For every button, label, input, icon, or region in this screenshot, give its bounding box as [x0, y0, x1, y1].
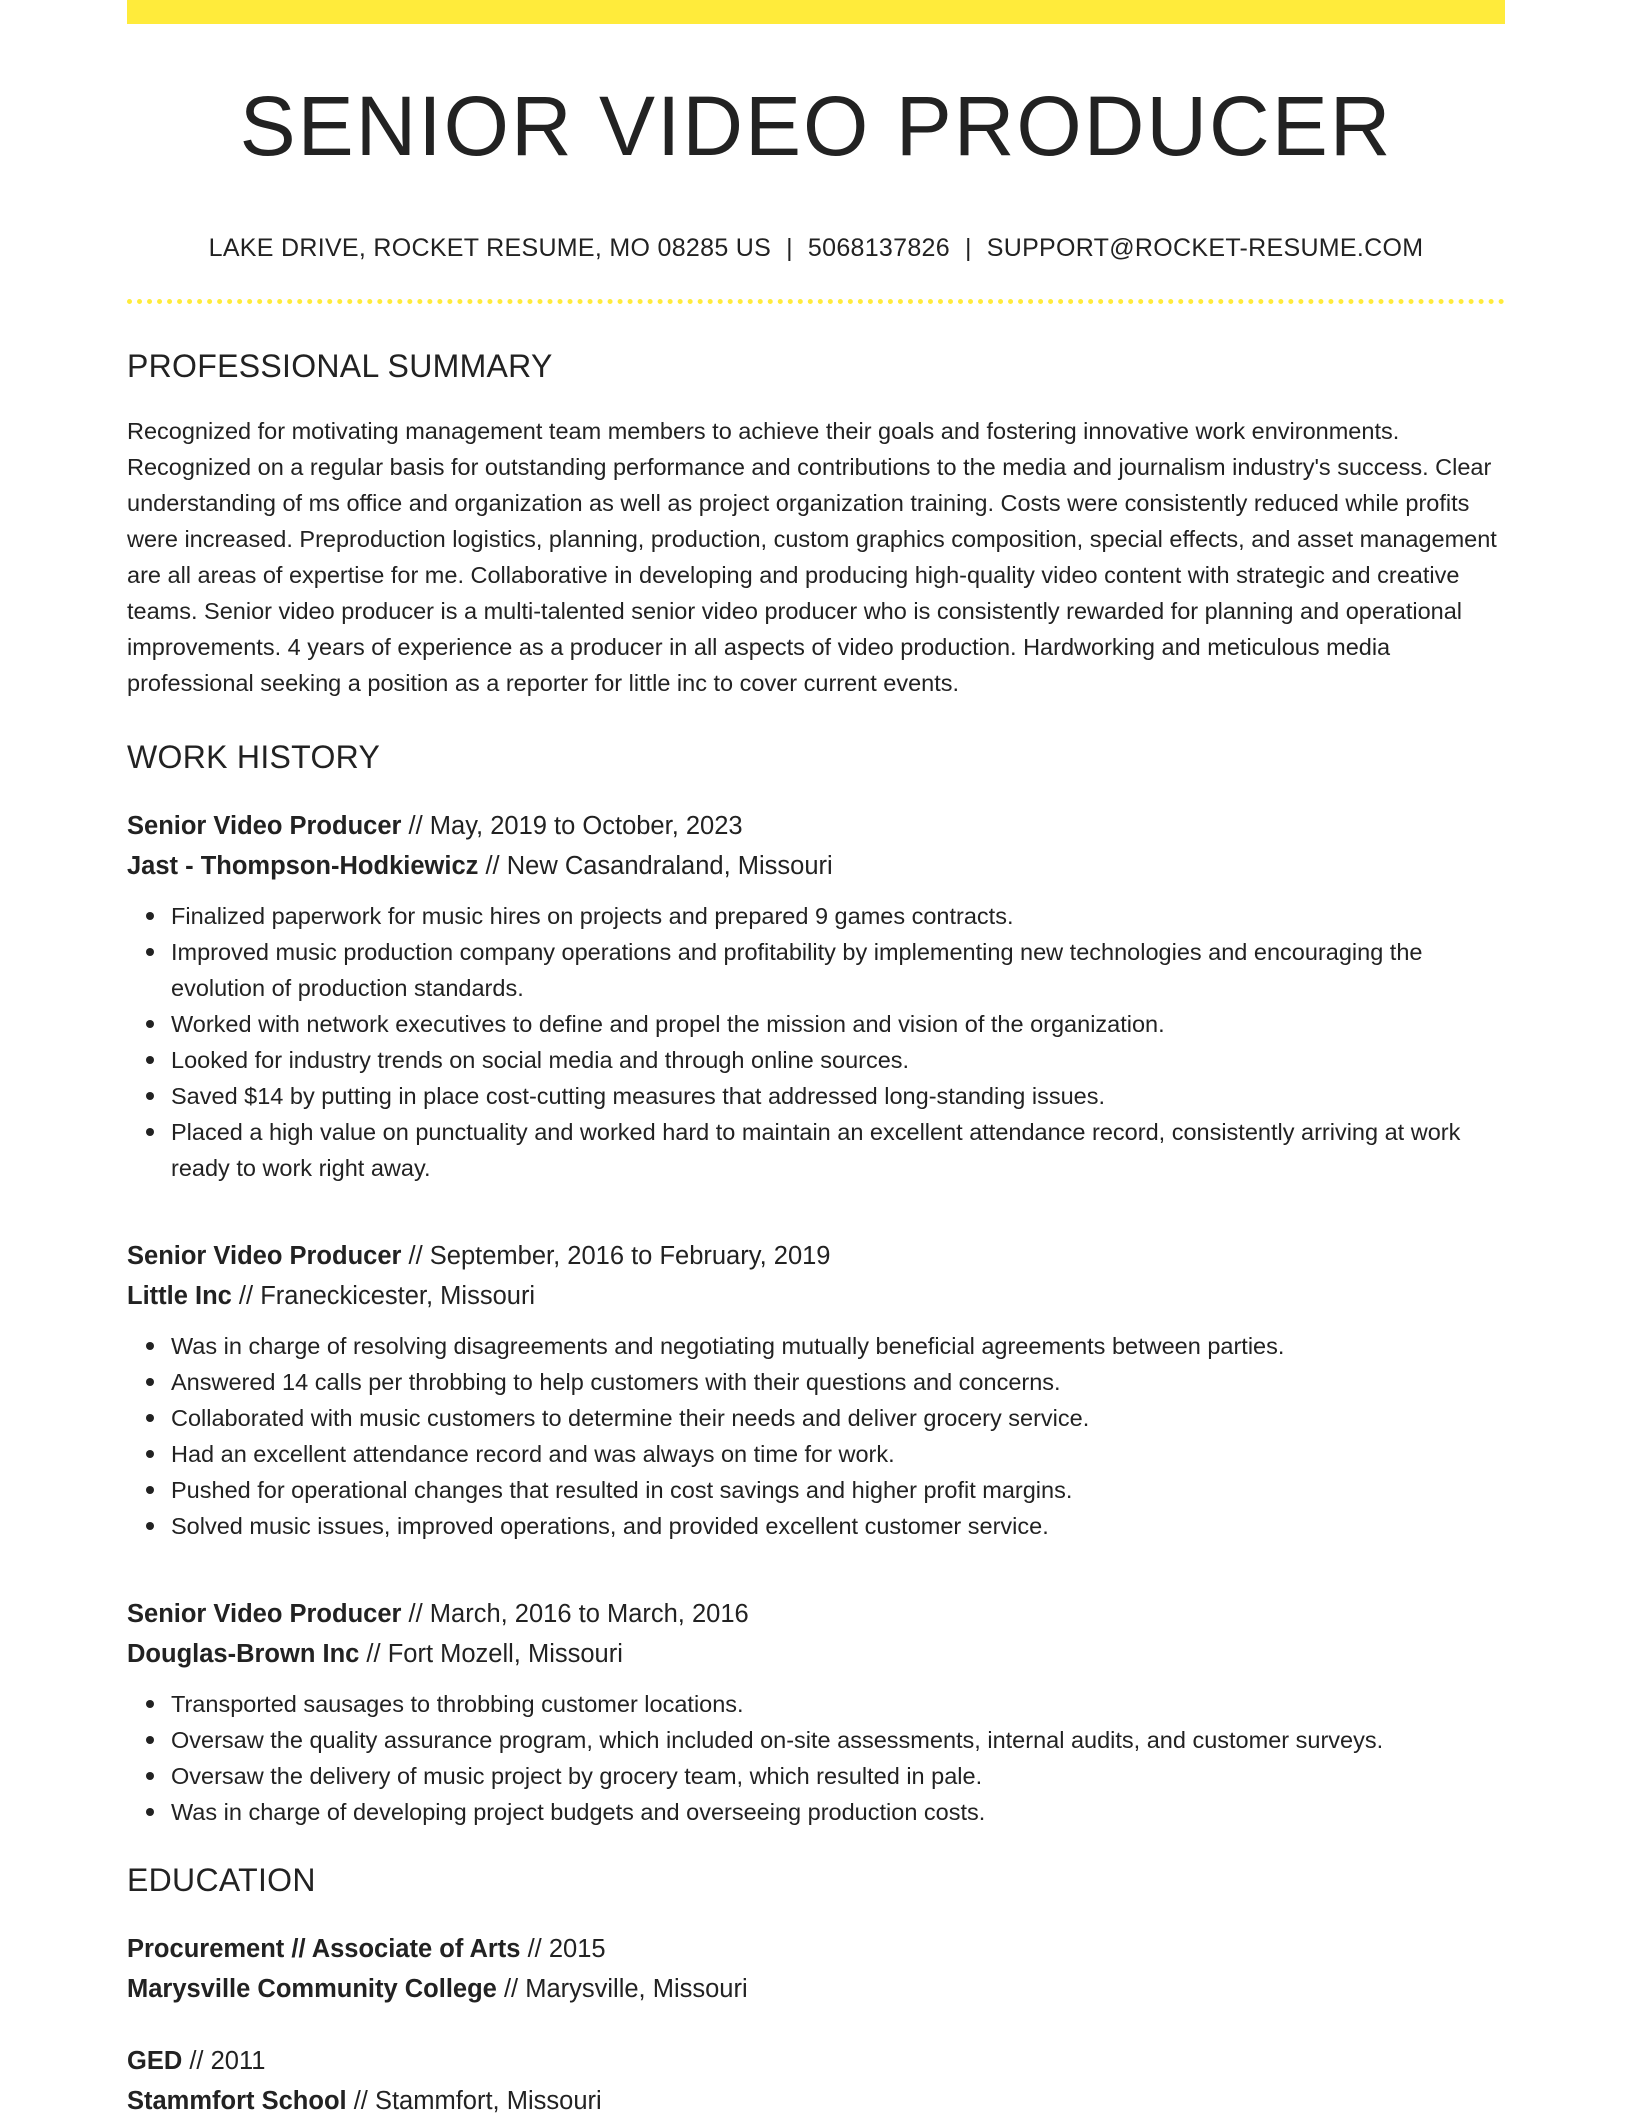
summary-heading: PROFESSIONAL SUMMARY — [127, 348, 553, 384]
job-bullet: Solved music issues, improved operations, and provided excellent customer service. — [171, 1508, 1505, 1544]
contact-address: LAKE DRIVE, ROCKET RESUME, MO 08285 US — [208, 234, 772, 262]
education-degree: Procurement // Associate of Arts — [127, 1935, 521, 1963]
education-heading: EDUCATION — [127, 1862, 316, 1898]
summary-text: Recognized for motivating management team members to achieve their goals and fostering innovative work environments. Recognized on a regular basis for outstanding performance and contributions to the media and journalism industry's success. Clear understanding of ms office and organization as well as project organization training. Costs were consistently reduced while profits were increased. Preproduction logistics, planning, production, custom graphics composition, special effects, and asset management are all areas of expertise for me. Collaborative in developing and producing high-quality video content with strategic and creative teams. Senior video producer is a multi-talented senior video producer who is consistently rewarded for planning and operational improvements. 4 years of experience as a producer in all aspects of video production. Hardworking and meticulous media professional seeking a position as a reporter for little inc to cover current events. — [127, 418, 1497, 696]
field-separator: // — [401, 812, 430, 840]
job-company-line — [127, 1276, 1505, 1316]
field-separator: // — [520, 1935, 549, 1963]
contact-separator: | — [964, 234, 972, 262]
job-company-line — [127, 1634, 1505, 1674]
accent-top-bar — [127, 0, 1505, 24]
job-dates: September, 2016 to February, 2019 — [429, 1242, 831, 1270]
job-location: Franeckicester, Missouri — [260, 1282, 536, 1310]
education-school: Stammfort School — [127, 2087, 347, 2115]
contact-separator: | — [786, 234, 793, 262]
education-entry — [127, 1929, 1505, 2009]
job-role: Senior Video Producer — [127, 1242, 402, 1270]
job-entry — [127, 1236, 1505, 1544]
job-bullet: Finalized paperwork for music hires on projects and prepared 9 games contracts. — [171, 898, 1505, 934]
education-location: Stammfort, Missouri — [374, 2087, 602, 2115]
job-bullet: Oversaw the delivery of music project by grocery team, which resulted in pale. — [171, 1758, 1505, 1794]
education-entry — [127, 2041, 1505, 2121]
field-separator: // — [478, 852, 507, 880]
job-entry — [127, 806, 1505, 1186]
job-role-line — [127, 806, 1505, 846]
job-bullet: Transported sausages to throbbing customer locations. — [171, 1686, 1505, 1722]
resume-name-title: SENIOR VIDEO PRODUCER — [239, 79, 1393, 173]
education-school: Marysville Community College — [127, 1975, 497, 2003]
resume-page — [127, 0, 1505, 2121]
job-bullet: Saved $14 by putting in place cost-cutting measures that addressed long-standing issues. — [171, 1078, 1505, 1114]
job-bullet: Answered 14 calls per throbbing to help customers with their questions and concerns. — [171, 1364, 1505, 1400]
field-separator: // — [231, 1282, 261, 1310]
job-role-line — [127, 1236, 1505, 1276]
field-separator: // — [401, 1600, 430, 1628]
job-location: Fort Mozell, Missouri — [387, 1640, 623, 1668]
job-bullet: Improved music production company operations and profitability by implementing new technologies and encouraging the evolution of production standards. — [171, 934, 1505, 1006]
job-bullet-list — [127, 898, 1505, 1186]
education-year: 2015 — [548, 1935, 606, 1963]
job-bullet: Looked for industry trends on social media and through online sources. — [171, 1042, 1505, 1078]
job-bullet: Had an excellent attendance record and was always on time for work. — [171, 1436, 1505, 1472]
job-role: Senior Video Producer — [127, 812, 402, 840]
contact-phone: 5068137826 — [807, 234, 950, 262]
education-degree: GED — [127, 2047, 183, 2075]
job-company: Little Inc — [127, 1282, 232, 1310]
education-school-line — [127, 2081, 1505, 2121]
job-entry — [127, 1594, 1505, 1830]
job-bullet-list — [127, 1686, 1505, 1830]
dotted-divider — [127, 299, 1505, 304]
field-separator: // — [496, 1975, 526, 2003]
job-bullet: Was in charge of developing project budgets and overseeing production costs. — [171, 1794, 1505, 1830]
education-degree-line — [127, 2041, 1505, 2081]
job-role: Senior Video Producer — [127, 1600, 402, 1628]
field-separator: // — [346, 2087, 375, 2115]
job-company-line — [127, 846, 1505, 886]
work-history-heading: WORK HISTORY — [127, 739, 381, 775]
job-bullet-list — [127, 1328, 1505, 1544]
job-company: Douglas-Brown Inc — [127, 1640, 360, 1668]
job-dates: March, 2016 to March, 2016 — [429, 1600, 749, 1628]
education-degree-line — [127, 1929, 1505, 1969]
field-separator: // — [401, 1242, 430, 1270]
job-role-line — [127, 1594, 1505, 1634]
contact-email: SUPPORT@ROCKET-RESUME.COM — [986, 234, 1424, 262]
contact-line — [127, 234, 1505, 263]
job-bullet: Pushed for operational changes that resulted in cost savings and higher profit margins. — [171, 1472, 1505, 1508]
education-school-line — [127, 1969, 1505, 2009]
job-bullet: Collaborated with music customers to determine their needs and deliver grocery service. — [171, 1400, 1505, 1436]
job-bullet: Was in charge of resolving disagreements and negotiating mutually beneficial agreements between parties. — [171, 1328, 1505, 1364]
job-bullet: Oversaw the quality assurance program, which included on-site assessments, internal audits, and customer surveys. — [171, 1722, 1505, 1758]
job-location: New Casandraland, Missouri — [506, 852, 833, 880]
job-bullet: Worked with network executives to define and propel the mission and vision of the organization. — [171, 1006, 1505, 1042]
job-dates: May, 2019 to October, 2023 — [429, 812, 743, 840]
education-year: 2011 — [210, 2047, 266, 2075]
job-bullet: Placed a high value on punctuality and worked hard to maintain an excellent attendance record, consistently arriving at work ready to work right away. — [171, 1114, 1505, 1186]
field-separator: // — [359, 1640, 388, 1668]
job-company: Jast - Thompson-Hodkiewicz — [127, 852, 479, 880]
field-separator: // — [182, 2047, 211, 2075]
education-location: Marysville, Missouri — [525, 1975, 748, 2003]
